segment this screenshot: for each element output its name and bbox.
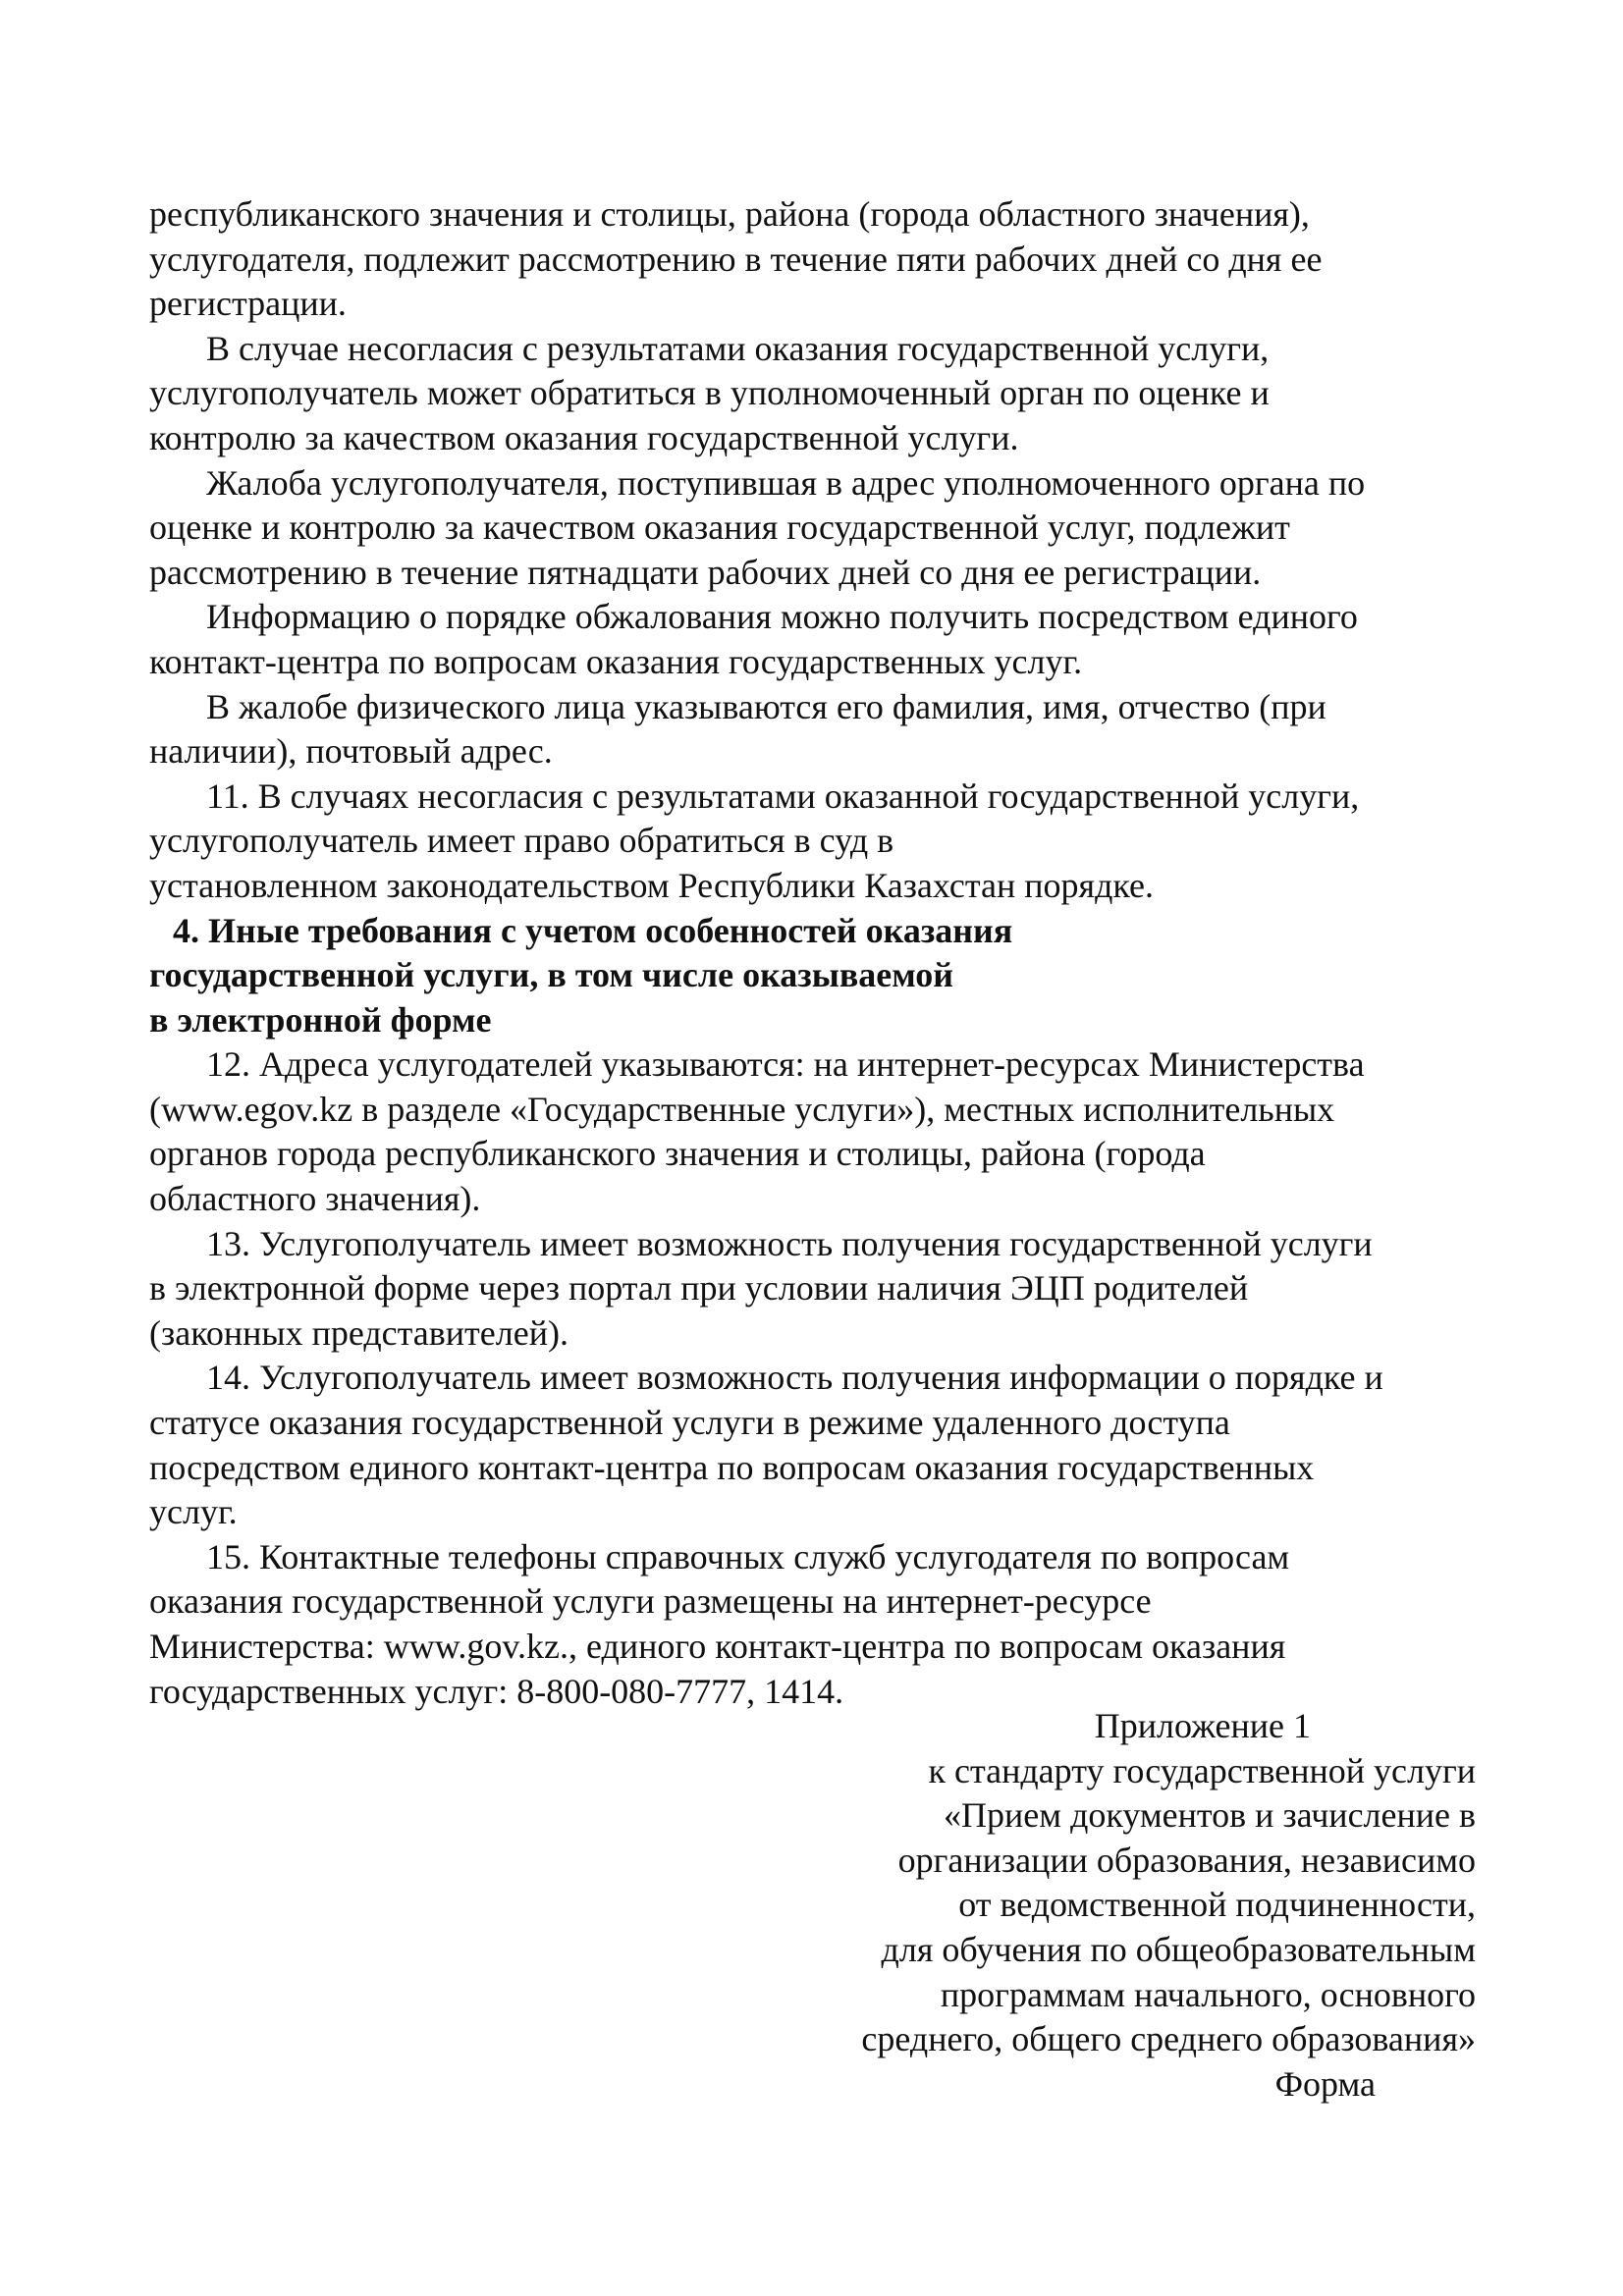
text-line: контролю за качеством оказания государственной услуги.	[149, 417, 1019, 457]
text-line: в электронной форме через портал при условии наличия ЭЦП родителей	[149, 1268, 1249, 1308]
text-line: наличии), почтовый адрес.	[149, 731, 553, 772]
appendix-line: организации образования, независимо	[897, 1840, 1476, 1880]
text-line: (законных представителей).	[149, 1312, 568, 1353]
text-line: услуг.	[149, 1492, 238, 1532]
text-line: В жалобе физического лица указываются его фамилия, имя, отчество (при	[206, 686, 1326, 726]
appendix-line: среднего, общего среднего образования»	[861, 2019, 1476, 2059]
appendix-title: Приложение 1	[1094, 1706, 1311, 1745]
document-body	[149, 192, 1504, 1714]
text-line: установленном законодательством Республики Казахстан порядке.	[149, 865, 1154, 905]
text-line: услугополучатель имеет право обратиться в суд в	[149, 821, 894, 861]
text-line: посредством единого контакт-центра по вопросам оказания государственных	[149, 1447, 1315, 1487]
text-line: статусе оказания государственной услуги в режиме удаленного доступа	[149, 1403, 1230, 1443]
appendix-line: программам начального, основного	[940, 1974, 1476, 2014]
appendix-line: к стандарту государственной услуги	[928, 1750, 1476, 1790]
text-line: услугодателя, подлежит рассмотрению в течение пяти рабочих дней со дня ее	[149, 239, 1323, 279]
text-line: Министерства: www.gov.kz., единого контакт-центра по вопросам оказания	[149, 1627, 1286, 1666]
text-line: оказания государственной услуги размещены на интернет-ресурсе	[149, 1581, 1152, 1622]
appendix-block	[730, 1704, 1476, 2107]
text-line: республиканского значения и столицы, района (города областного значения),	[149, 194, 1310, 234]
text-line: 15. Контактные телефоны справочных служб услугодателя по вопросам	[206, 1536, 1290, 1576]
text-line: Жалоба услугополучателя, поступившая в адрес уполномоченного органа по	[206, 462, 1366, 503]
text-line: услугополучатель может обратиться в уполномоченный орган по оценке и	[149, 373, 1270, 413]
text-line: областного значения).	[149, 1179, 481, 1219]
text-line: рассмотрению в течение пятнадцати рабочих дней со дня ее регистрации.	[149, 552, 1262, 592]
text-line: 14. Услугополучатель имеет возможность получения информации о порядке и	[206, 1358, 1383, 1398]
section-heading: 4. Иные требования с учетом особенностей оказания	[173, 910, 1013, 950]
appendix-line: «Прием документов и зачисление в	[944, 1795, 1476, 1836]
appendix-line: для обучения по общеобразовательным	[881, 1929, 1476, 1969]
text-line: органов города республиканского значения и столицы, района (города	[149, 1134, 1206, 1174]
text-line: 12. Адреса услугодателей указываются: на интернет-ресурсах Министерства	[206, 1044, 1365, 1085]
text-line: Информацию о порядке обжалования можно получить посредством единого	[206, 597, 1358, 637]
text-line: В случае несогласия с результатами оказания государственной услуги,	[206, 328, 1270, 368]
section-heading: государственной услуги, в том числе оказываемой	[149, 955, 954, 995]
text-line: оценке и контролю за качеством оказания государственной услуг, подлежит	[149, 507, 1290, 548]
text-line: государственных услуг: 8-800-080-7777, 1414.	[149, 1671, 844, 1711]
appendix-line: от ведомственной подчиненности,	[958, 1885, 1476, 1925]
form-label: Форма	[1274, 2063, 1376, 2104]
text-line: 13. Услугополучатель имеет возможность получения государственной услуги	[206, 1223, 1373, 1263]
section-heading: в электронной форме	[149, 999, 492, 1040]
text-line: (www.egov.kz в разделе «Государственные услуги»), местных исполнительных	[149, 1089, 1335, 1129]
text-line: регистрации.	[149, 284, 347, 324]
text-line: 11. В случаях несогласия с результатами оказанной государственной услуги,	[206, 775, 1360, 816]
text-line: контакт-центра по вопросам оказания государственных услуг.	[149, 641, 1083, 681]
